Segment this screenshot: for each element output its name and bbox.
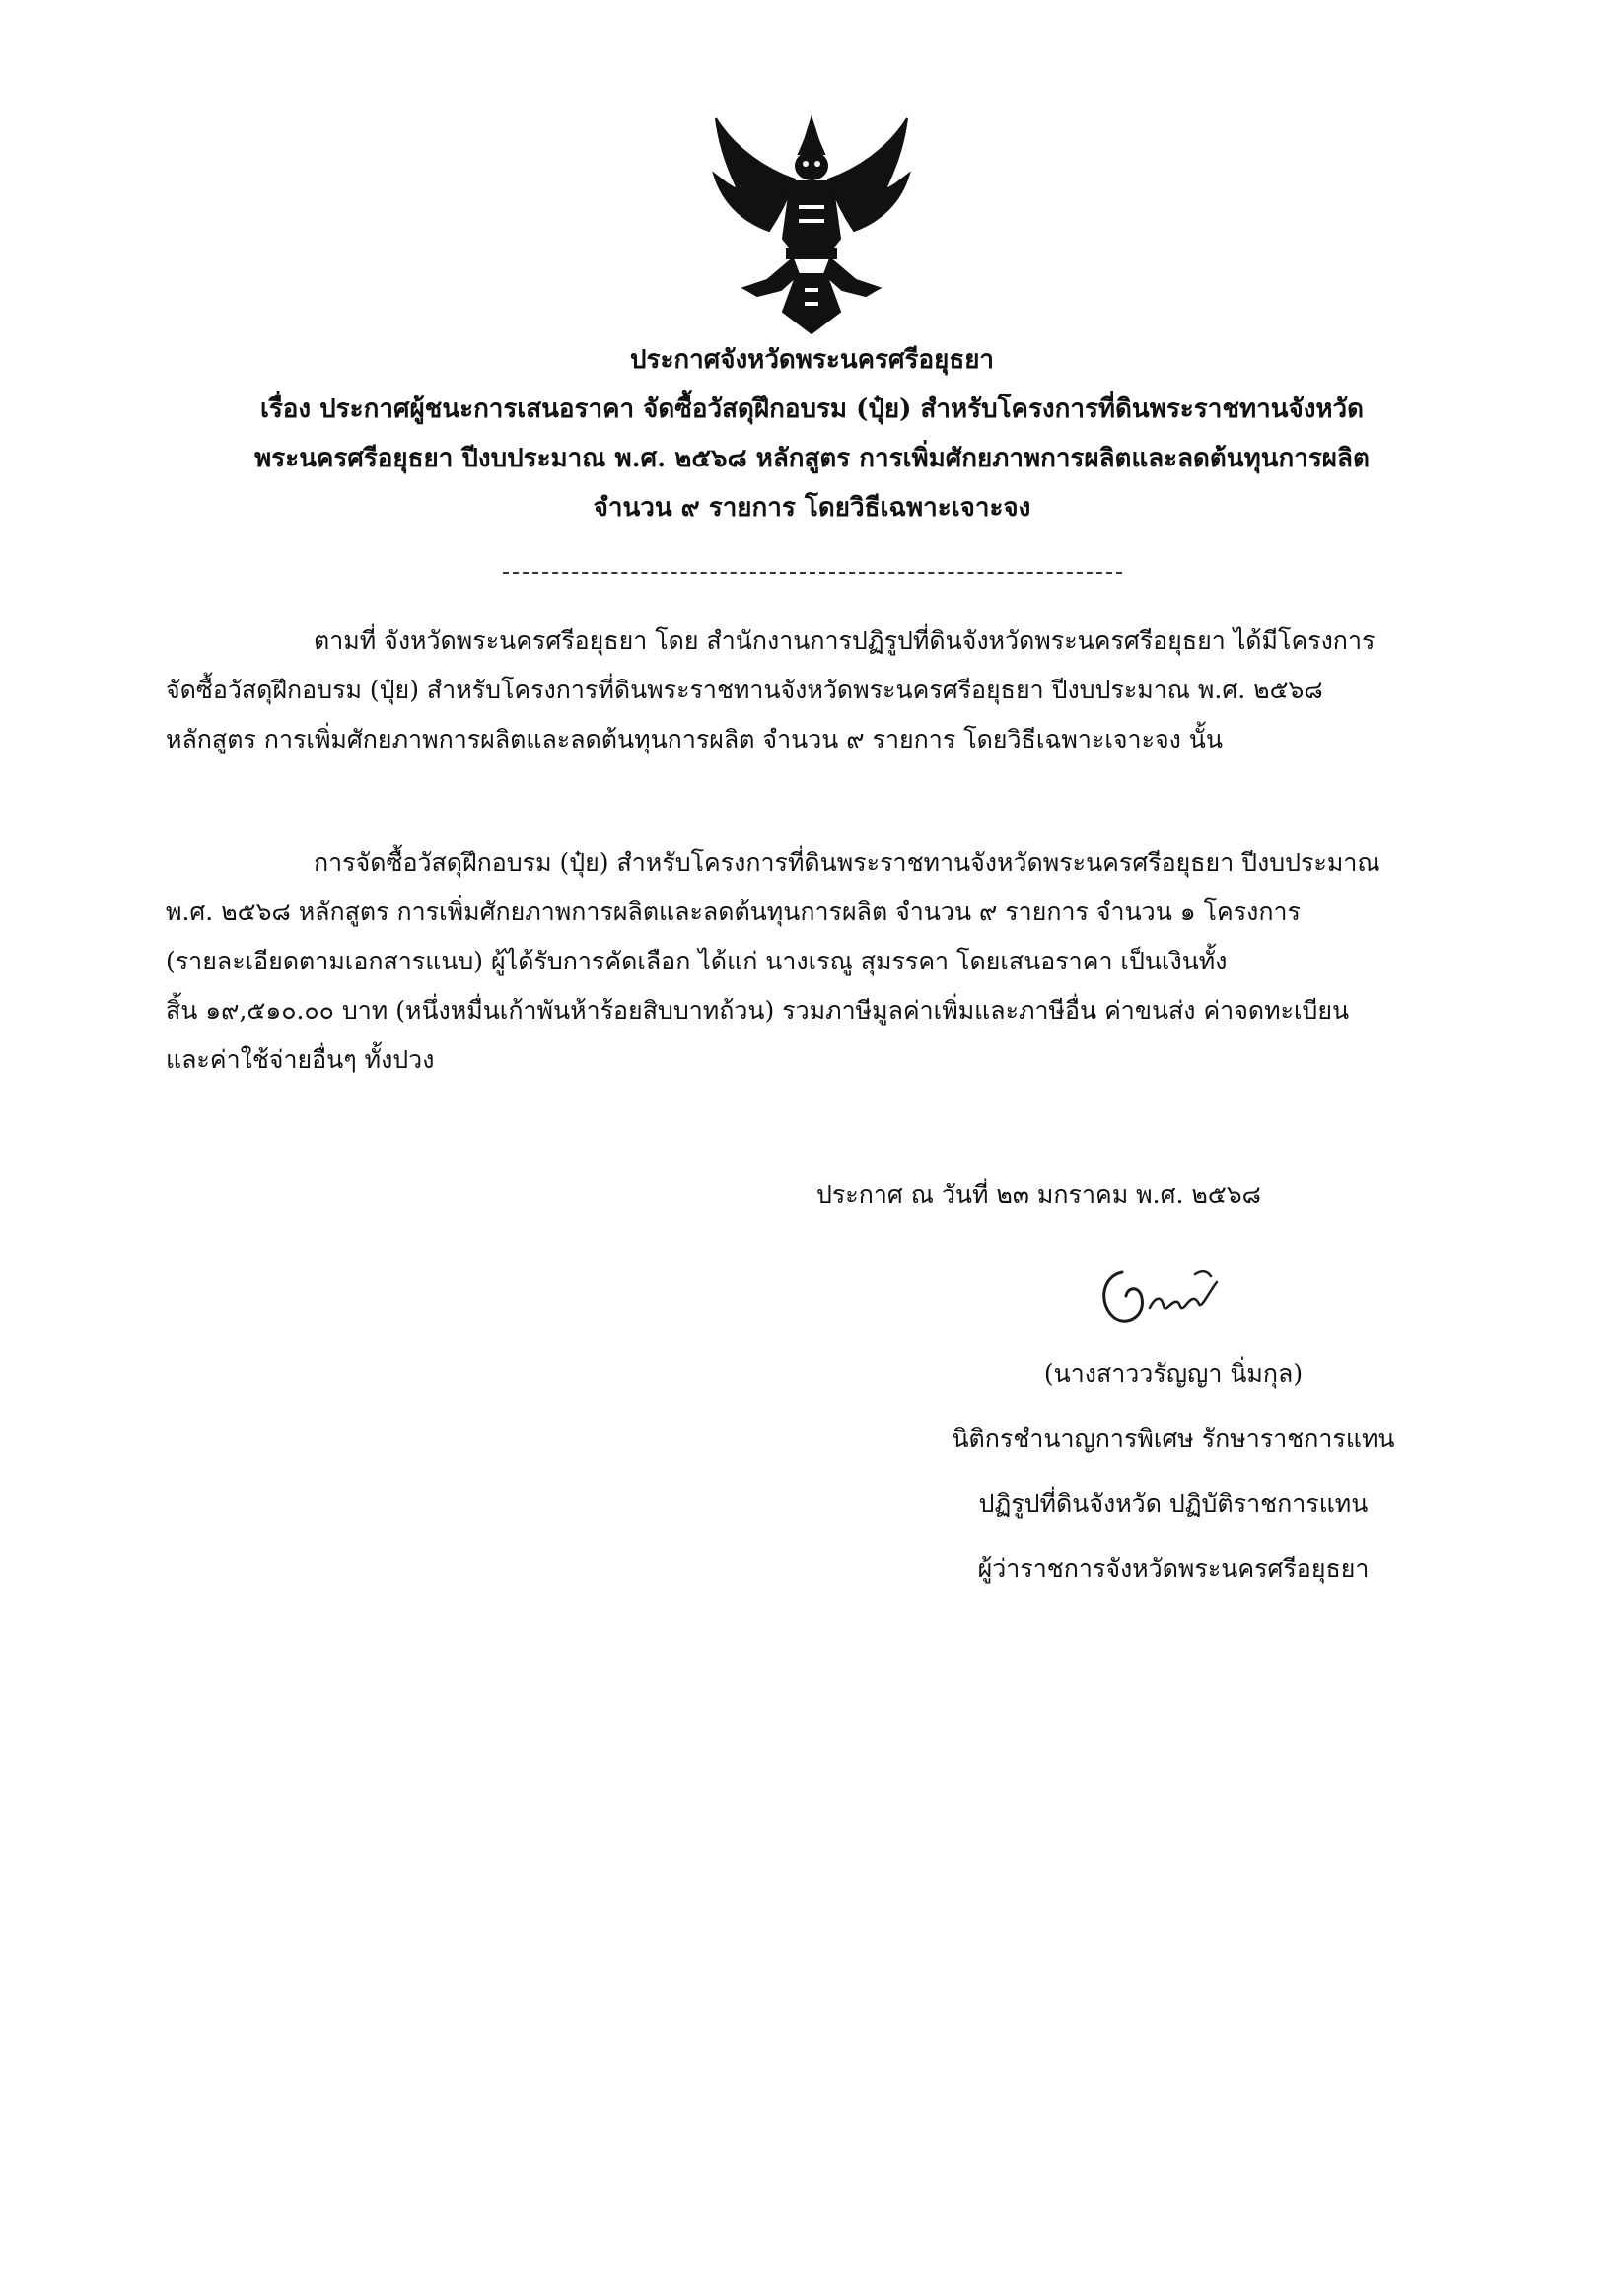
signer-block: [868, 1341, 1479, 1602]
subject-line-3: จำนวน ๙ รายการ โดยวิธีเฉพาะเจาะจง: [593, 493, 1031, 523]
header-divider: [503, 572, 1122, 574]
signer-title-line-2: ปฏิรูปที่ดินจังหวัด ปฏิบัติราชการแทน: [978, 1489, 1369, 1518]
body-paragraph-1: [166, 616, 1447, 764]
body-paragraph-2: [166, 838, 1447, 1085]
subject-line-1: เรื่อง ประกาศผู้ชนะการเสนอราคา จัดซื้อวัสดุฝึกอบรม (ปุ๋ย) สำหรับโครงการที่ดินพระราชทานจังหวัด: [259, 394, 1365, 424]
paragraph-1-line-1: ตามที่ จังหวัดพระนครศรีอยุธยา โดย สำนักงานการปฏิรูปที่ดินจังหวัดพระนครศรีอยุธยา ได้มีโครงการ: [314, 626, 1376, 655]
paragraph-2-line-5: และค่าใช้จ่ายอื่นๆ ทั้งปวง: [166, 1045, 435, 1074]
paragraph-2-line-2: พ.ศ. ๒๕๖๘ หลักสูตร การเพิ่มศักยภาพการผลิตและลดต้นทุนการผลิต จำนวน ๙ รายการ จำนวน ๑ โครงการ: [166, 897, 1301, 926]
paragraph-2-line-4: สิ้น ๑๙,๕๑๐.๐๐ บาท (หนึ่งหมื่นเก้าพันห้าร้อยสิบบาทถ้วน) รวมภาษีมูลค่าเพิ่มและภาษีอื่น ค่าขนส่ง ค่าจดทะเบียน: [166, 996, 1350, 1025]
paragraph-2-line-1: การจัดซื้อวัสดุฝึกอบรม (ปุ๋ย) สำหรับโครงการที่ดินพระราชทานจังหวัดพระนครศรีอยุธยา ปีงบประมาณ: [314, 848, 1380, 877]
paragraph-1-line-2: จัดซื้อวัสดุฝึกอบรม (ปุ๋ย) สำหรับโครงการที่ดินพระราชทานจังหวัดพระนครศรีอยุธยา ปีงบประมาณ พ.ศ. ๒๕๖๘: [166, 676, 1323, 704]
signer-name: (นางสาววรัญญา นิ่มกุล): [1043, 1359, 1304, 1388]
handwritten-signature-icon: [1093, 1252, 1231, 1341]
announcement-date: ประกาศ ณ วันที่ ๒๓ มกราคม พ.ศ. ๒๕๖๘: [816, 1181, 1261, 1209]
signer-title-line-1: นิติกรชำนาญการพิเศษ รักษาราชการแทน: [952, 1424, 1395, 1453]
garuda-emblem-icon: [708, 110, 915, 339]
paragraph-2-line-3: (รายละเอียดตามเอกสารแนบ) ผู้ได้รับการคัดเลือก ได้แก่ นางเรณู สุมรรคา โดยเสนอราคา เป็นเงินทั้ง: [166, 947, 1228, 975]
document-title: ประกาศจังหวัดพระนครศรีอยุธยา: [629, 345, 995, 375]
subject-line-2: พระนครศรีอยุธยา ปีงบประมาณ พ.ศ. ๒๕๖๘ หลักสูตร การเพิ่มศักยภาพการผลิตและลดต้นทุนการผลิต: [254, 444, 1370, 473]
announcement-header: [148, 335, 1476, 533]
signer-title-line-3: ผู้ว่าราชการจังหวัดพระนครศรีอยุธยา: [977, 1554, 1370, 1583]
paragraph-1-line-3: หลักสูตร การเพิ่มศักยภาพการผลิตและลดต้นทุนการผลิต จำนวน ๙ รายการ โดยวิธีเฉพาะเจาะจง นั้น: [166, 725, 1223, 753]
